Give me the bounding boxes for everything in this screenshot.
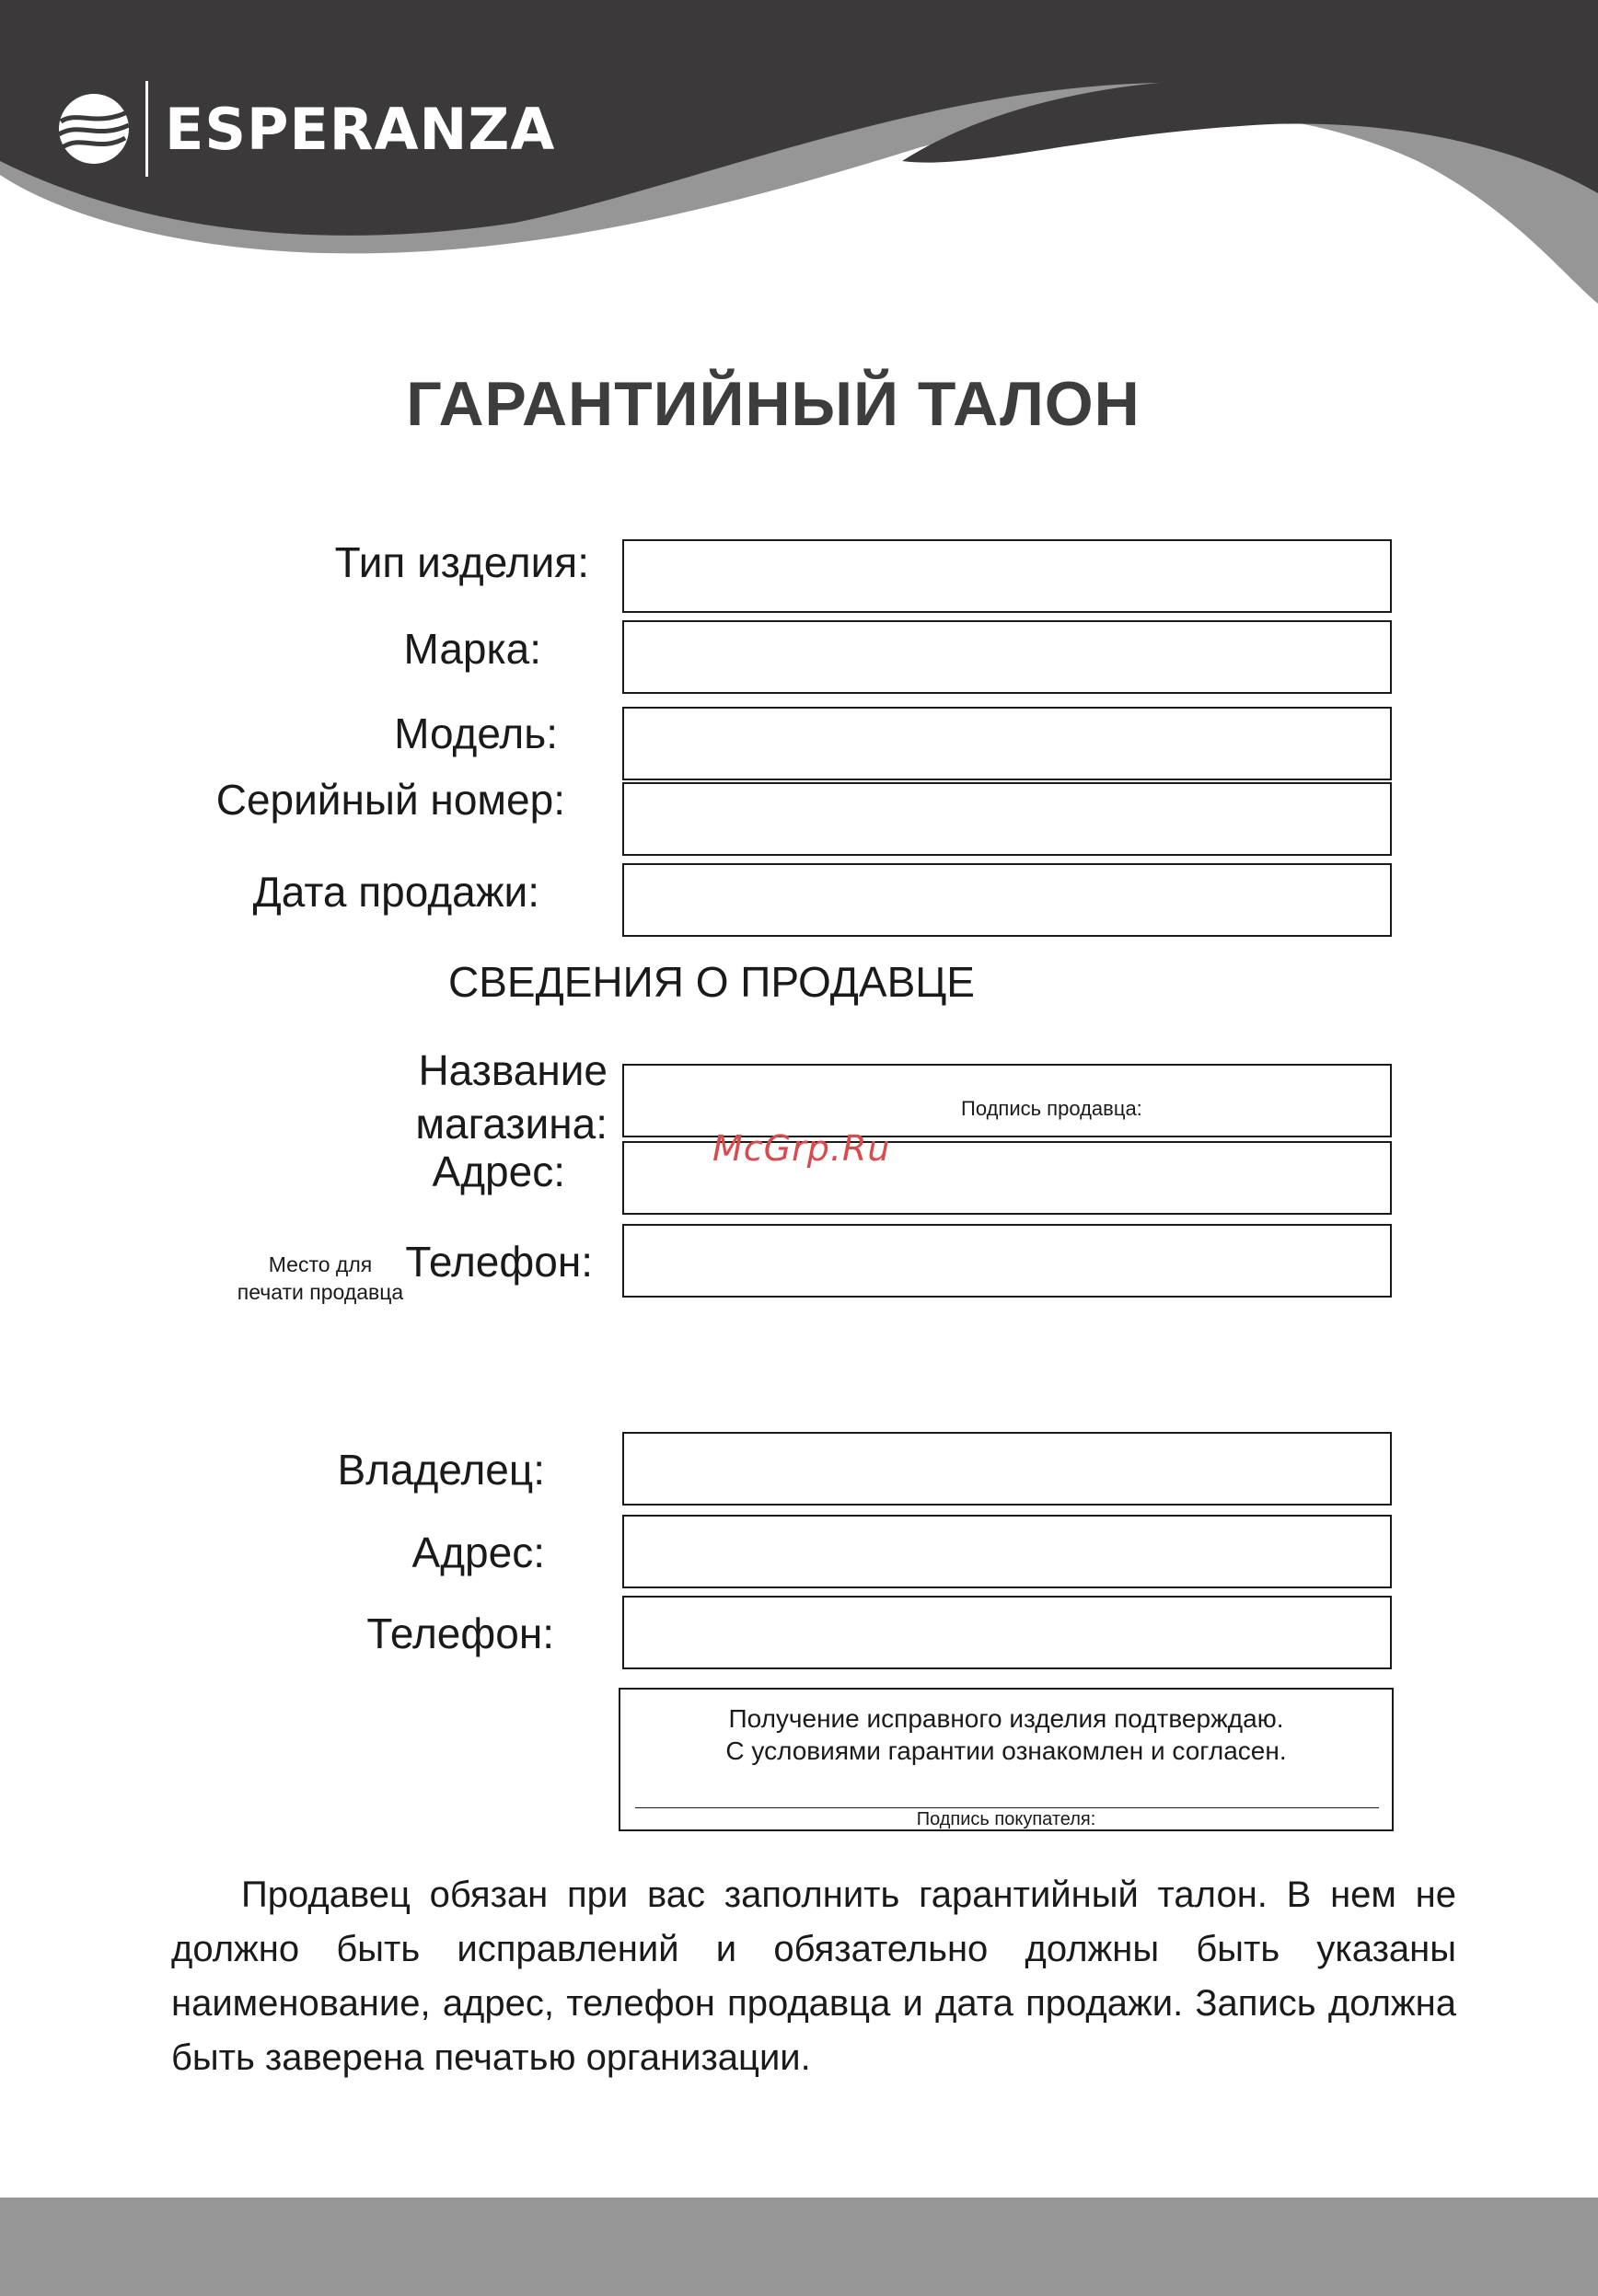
footer-bar bbox=[0, 2198, 1598, 2296]
owner-address-field[interactable] bbox=[622, 1515, 1392, 1588]
esperanza-logo-icon bbox=[55, 90, 133, 167]
buyer-signature-line[interactable] bbox=[635, 1807, 1379, 1808]
buyer-confirmation-box bbox=[619, 1688, 1394, 1831]
brand-logo bbox=[55, 81, 555, 177]
stamp-place-line1: Место для bbox=[268, 1252, 373, 1276]
serial-number-label: Серийный номер: bbox=[215, 776, 565, 824]
buyer-signature-label: Подпись покупателя: bbox=[916, 1809, 1096, 1829]
seller-phone-field[interactable] bbox=[622, 1224, 1392, 1298]
watermark-text: McGrp.Ru bbox=[712, 1128, 891, 1169]
stamp-place-line2: печати продавца bbox=[237, 1279, 404, 1304]
brand-name: ESPERANZA bbox=[165, 95, 556, 163]
header-banner bbox=[0, 0, 1598, 331]
brand-label: Марка: bbox=[403, 625, 541, 673]
brand-field[interactable] bbox=[622, 620, 1392, 694]
stamp-place-label bbox=[219, 1252, 422, 1307]
sale-date-field[interactable] bbox=[622, 863, 1392, 937]
store-name-label bbox=[415, 1044, 608, 1150]
store-name-label-line2: магазина: bbox=[415, 1100, 608, 1148]
seller-signature-label: Подпись продавца: bbox=[961, 1097, 1142, 1120]
owner-label: Владелец: bbox=[337, 1446, 545, 1494]
warranty-notice: Продавец обязан при вас заполнить гарантийный талон. В нем не должно быть исправлений и обязательно должны быть указаны наименование, адрес, телефон продавца и дата продажи. Запись должна быть заверена печатью организации. bbox=[171, 1875, 1456, 2078]
owner-field[interactable] bbox=[622, 1432, 1392, 1506]
owner-phone-field[interactable] bbox=[622, 1596, 1392, 1669]
owner-address-label: Адрес: bbox=[411, 1529, 545, 1576]
store-name-label-line1: Название bbox=[418, 1046, 608, 1094]
product-type-field[interactable] bbox=[622, 539, 1392, 613]
seller-address-label: Адрес: bbox=[432, 1148, 565, 1195]
confirmation-line1: Получение исправного изделия подтверждаю. bbox=[728, 1704, 1284, 1733]
model-field[interactable] bbox=[622, 707, 1392, 780]
page-title: ГАРАНТИЙНЫЙ ТАЛОН bbox=[406, 369, 1141, 439]
logo-divider bbox=[145, 81, 148, 177]
confirmation-text bbox=[620, 1702, 1392, 1767]
sale-date-label: Дата продажи: bbox=[252, 868, 539, 916]
owner-phone-label: Телефон: bbox=[366, 1610, 554, 1657]
store-name-field[interactable] bbox=[622, 1064, 1392, 1137]
seller-section-title: СВЕДЕНИЯ О ПРОДАВЦЕ bbox=[448, 958, 975, 1006]
product-type-label: Тип изделия: bbox=[334, 538, 589, 586]
serial-number-field[interactable] bbox=[622, 782, 1392, 856]
confirmation-line2: С условиями гарантии ознакомлен и согласен. bbox=[725, 1736, 1287, 1765]
seller-phone-label: Телефон: bbox=[405, 1238, 593, 1286]
model-label: Модель: bbox=[394, 710, 558, 757]
